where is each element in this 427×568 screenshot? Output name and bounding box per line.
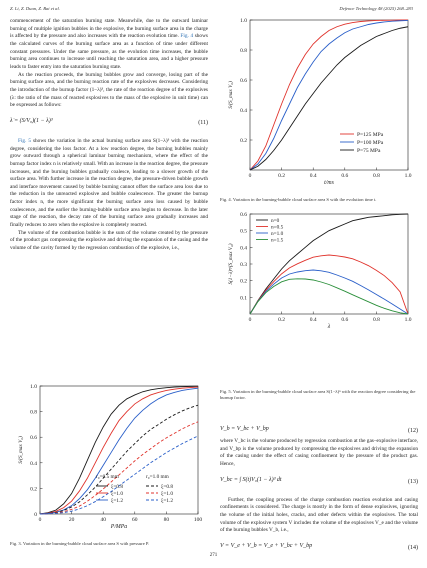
- equation-body: V_b = V_bc + V_bp: [220, 426, 269, 432]
- equation-13: [220, 473, 418, 495]
- legend-label: n=1.5: [271, 237, 284, 244]
- equation-number: (14): [408, 544, 418, 551]
- x-tick-label: 0.4: [309, 317, 317, 323]
- y-tick-label: 0.2: [240, 278, 247, 285]
- legend-label: n=0.5: [271, 224, 284, 231]
- legend-label: ξ=1.0: [161, 491, 173, 497]
- y-tick-label: 0.6: [30, 435, 37, 442]
- x-tick-label: 0: [248, 173, 252, 179]
- paragraph: where V_bc is the volume produced by regression combustion at the gas–explosive interface, and V_bp is the volume produced by compressing the explosives and driving the expansion of the casing under the effect of casing confinement by the pressure of the product gas. Hence,: [220, 438, 418, 467]
- y-tick-label: 0.2: [240, 138, 247, 144]
- fig3-chart: [10, 380, 210, 536]
- x-tick-label: 0.8: [372, 317, 380, 323]
- fig4-chart: [220, 14, 420, 192]
- y-axis-label: S/(S_max V₀): [228, 81, 234, 109]
- page-number: 271: [209, 553, 218, 558]
- running-header-authors: Z. Li, Z. Duan, Z. Bai et al.: [10, 6, 60, 11]
- equation-body: V_bc = ∫ S(t)V₀(1 − λ)³ dt: [220, 476, 282, 483]
- equation-number: (12): [408, 428, 418, 434]
- x-tick-label: 1.0: [404, 173, 412, 179]
- series-line: [250, 20, 408, 170]
- x-tick-label: 0.6: [341, 317, 349, 323]
- y-tick-label: 0.1: [240, 295, 247, 302]
- equation-body: V = V_e + V_b = V_e + V_bc + V_bp: [220, 542, 313, 549]
- y-tick-label: 0.3: [240, 262, 247, 268]
- legend-label: P=75 MPa: [357, 148, 381, 154]
- equation-number: (11): [198, 119, 208, 126]
- plot-frame: [250, 20, 408, 170]
- x-tick-label: 0: [248, 317, 252, 323]
- figure-4: [220, 14, 420, 204]
- x-axis-label: P/MPa: [110, 524, 128, 530]
- left-column: [10, 18, 208, 253]
- legend-group-title: r₀=0.5 mm: [96, 474, 119, 480]
- x-tick-label: 1.0: [404, 317, 412, 323]
- paragraph: Fig. 5 shows the variation in the actual burning surface area S(1−λ)³ with the reaction degree, considering the loss factor. At a low reaction degree, the burning bubbles mainly grow outward through a spherical laminar burning mechanism, where the effect of the burnup factor index n is relatively small. With an increase in the reaction degree, the pressure increases, and the burning bubbles gradually coalesce, leading to a slower growth of the surface area. With further increase in the reaction degree, the pressure-driven bubble growth and interface movement caused by bubble burning cannot offset the surface area loss due to the reduction in the unreacted explosive and bubble coalescence. The greater the burnup factor index n, the more significant the burning surface area loss caused by bubble coalescence, and the earlier the burning-bubble surface area begins to decrease. In the later stage of the reaction, the decay rate of the burning surface area gradually increases and finally reduces to zero when the explosive is completely reacted.: [10, 137, 208, 229]
- x-tick-label: 40: [100, 517, 106, 523]
- figure-3-caption: Fig. 3. Variation in the burning-bubble cloud surface area S with pressure P.: [10, 541, 150, 546]
- equation-12: [220, 422, 418, 436]
- x-tick-label: 100: [193, 517, 203, 523]
- legend-label: ξ=0.8: [161, 484, 173, 490]
- paragraph: Further, the coupling process of the charge combustion reaction evolution and casing confinements is considered. The charge is mostly in the form of dense explosives, ignoring the volume of the initial holes, cracks, and other defects within the explosives. The total volume of the explosive system V includes the volume of the explosives V_e and the volume of the burning bubbles V_b, i.e.,: [220, 496, 418, 534]
- legend-label: ξ=0.8: [111, 484, 123, 490]
- y-tick-label: 1.0: [30, 384, 37, 390]
- legend-label: ξ=1.2: [161, 498, 173, 504]
- equation-11: [10, 114, 208, 136]
- series-line: [250, 27, 408, 170]
- x-tick-label: 0.2: [278, 317, 286, 323]
- legend-label: n=0: [271, 218, 280, 224]
- y-tick-label: 0.6: [240, 212, 247, 218]
- x-tick-label: 0.6: [341, 173, 349, 179]
- y-tick-label: 0: [34, 512, 37, 518]
- y-tick-label: 0.4: [240, 108, 247, 114]
- y-tick-label: 1.0: [240, 18, 247, 24]
- figure-link[interactable]: Fig. 4: [180, 33, 194, 40]
- figure-5-caption: Fig. 5. Variation in the burning-bubble cloud surface area S(1−λ)ⁿ with the reaction degree considering the burnup factor.: [220, 389, 416, 400]
- x-axis-label: t/ms: [324, 180, 334, 186]
- x-tick-label: 0: [38, 517, 42, 523]
- y-axis-label: S(1−λ)ⁿ/(S_max V₀): [228, 243, 234, 285]
- paragraph: commencement of the saturation burning state. Meanwhile, due to the outward laminar burning of multiple ignition bubbles in the explosive, the burning surface area in the charge is affected by the pressure and also increases with the reaction evolution time. Fig. 4 shows the calculated curves of the burning surface area as a function of time under different constant pressures. Under the same pressure, as the evolution time increases, the bubble burning area continues to increase until reaching the saturation area, and a higher pressure leads to faster entry into the saturation burning state.: [10, 18, 208, 70]
- y-tick-label: 0.2: [30, 486, 37, 493]
- series-line: [250, 20, 408, 170]
- x-tick-label: 0.8: [372, 173, 380, 179]
- paragraph: The volume of the combustion bubble is the sum of the volume created by the pressure of the product gas compressing the explosive and driving the expansion of the casing and the volume of the cavity formed by the regression combustion of the explosive, i.e.,: [10, 229, 208, 252]
- running-header-journal: Defence Technology 48 (2025) 268–283: [339, 6, 413, 11]
- x-axis-label: λ: [327, 324, 331, 330]
- y-tick-label: 0.4: [30, 460, 37, 467]
- equation-14: [220, 539, 418, 553]
- equation-number: (13): [408, 478, 418, 485]
- paragraph: As the reaction proceeds, the burning bubbles grow and converge, losing part of the burning surface area, and the burning reaction rate of the explosives decreases. Considering the introduction of the burnup factor (1−λ)³, the rate of the reaction degree of the explosives (λ: the ratio of the mass of reacted explosives to the mass of the explosive in unit time) can be expressed as follows:: [10, 71, 208, 109]
- legend-group-title: r₀=1.0 mm: [146, 474, 169, 480]
- x-tick-label: 80: [163, 517, 170, 523]
- y-tick-label: 0.5: [240, 228, 247, 235]
- x-tick-label: 0.4: [309, 173, 317, 179]
- x-tick-label: 20: [68, 517, 75, 523]
- figure-5: [220, 208, 420, 400]
- legend-label: ξ=1.2: [111, 498, 123, 504]
- figure-4-caption: Fig. 4. Variation in the burning-bubble cloud surface area S with the evolution time t.: [220, 197, 377, 202]
- x-tick-label: 0.2: [278, 173, 286, 179]
- y-tick-label: 0.6: [240, 78, 247, 84]
- figure-3: [10, 380, 210, 555]
- legend-label: P=100 MPa: [357, 140, 384, 146]
- legend-label: n=1.0: [271, 231, 284, 237]
- series-line: [250, 270, 408, 314]
- y-tick-label: 0.8: [30, 409, 37, 416]
- fig5-chart: [220, 208, 420, 384]
- x-tick-label: 60: [132, 517, 138, 523]
- figure-link[interactable]: Fig. 5: [18, 137, 31, 144]
- right-column: [220, 418, 418, 555]
- y-axis-label: S/(S_max V₀): [18, 436, 24, 464]
- y-tick-label: 0.4: [240, 245, 247, 252]
- equation-body: λ̇ = (S/V₀)(1 − λ)³: [10, 117, 53, 124]
- legend-label: P=125 MPa: [357, 132, 384, 138]
- y-tick-label: 0.8: [240, 48, 247, 54]
- legend-label: ξ=1.0: [111, 491, 123, 497]
